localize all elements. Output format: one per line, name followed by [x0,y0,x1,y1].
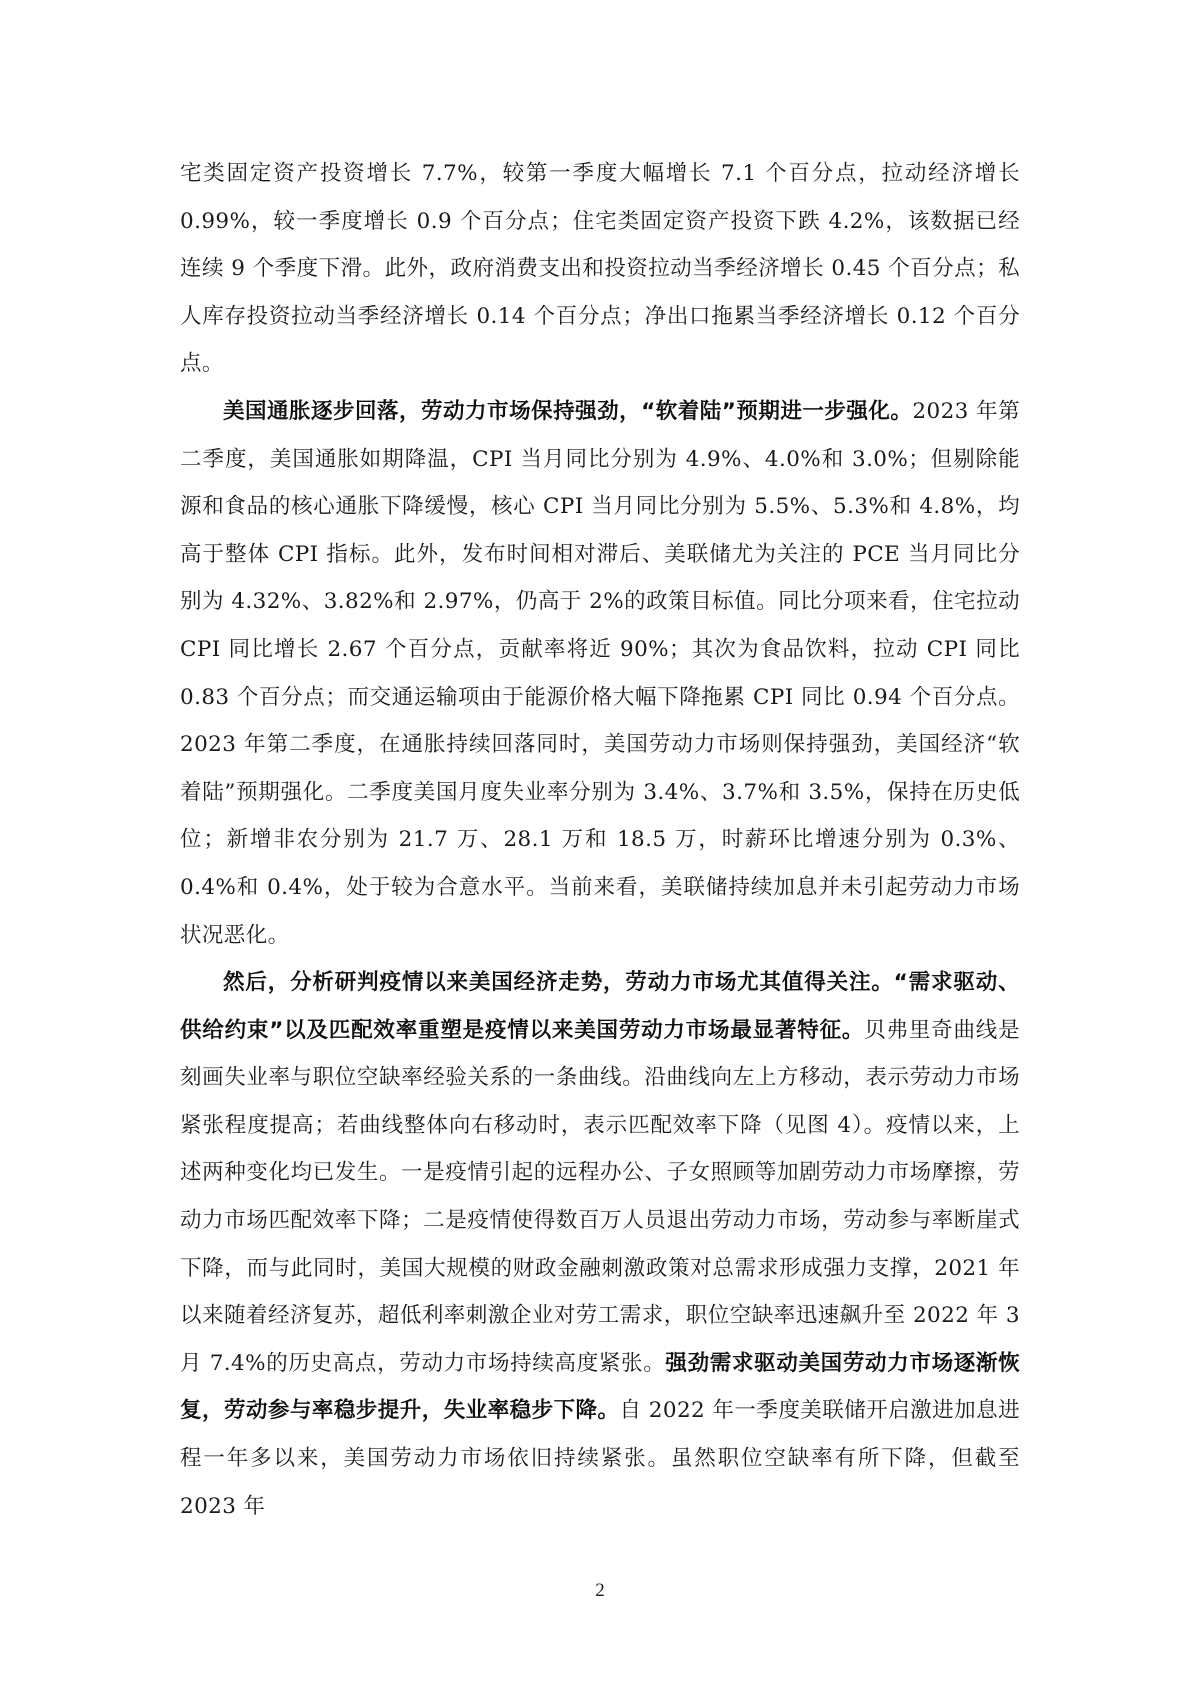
paragraph-beveridge-curve [180,959,1020,1530]
paragraph-inline-bold: 强劲需求驱动美国劳动力市场逐渐恢复，劳动参与率稳步提升，失业率稳步下降。 [180,1350,1021,1424]
paragraph-lead-bold: 美国通胀逐步回落，劳动力市场保持强劲，“软着陆”预期进一步强化。 [223,398,913,424]
paragraph-gdp-investment [180,150,1020,388]
page-number: 2 [595,1580,605,1601]
paragraph-inflation-labor [180,388,1020,959]
paragraph-text: 宅类固定资产投资增长 7.7%，较第一季度大幅增长 7.1 个百分点，拉动经济增长 0.99%，较一季度增长 0.9 个百分点；住宅类固定资产投资下跌 4.2%，该数据已经连续 9 个季度下滑。此外，政府消费支出和投资拉动当季经济增长 0.45 个百分点；私人库存投资拉动当季经济增长 0.14 个百分点；净出口拖累当季经济增长 0.12 个百分点。 [180,161,1020,377]
paragraph-text: 贝弗里奇曲线是刻画失业率与职位空缺率经验关系的一条曲线。沿曲线向左上方移动，表示劳动力市场紧张程度提高；若曲线整体向右移动时，表示匹配效率下降（见图 4）。疫情以来，上述两种变化均已发生。一是疫情引起的远程办公、子女照顾等加剧劳动力市场摩擦，劳动力市场匹配效率下降；二是疫情使得数百万人员退出劳动力市场，劳动参与率断崖式下降，而与此同时，美国大规模的财政金融刺激政策对总需求形成强力支撑，2021 年以来随着经济复苏，超低利率刺激企业对劳工需求，职位空缺率迅速飙升至 2022 年 3 月 7.4%的历史高点，劳动力市场持续高度紧张。 [180,1017,1020,1376]
paragraph-text: 2023 年第二季度，美国通胀如期降温，CPI 当月同比分别为 4.9%、4.0%和 3.0%；但剔除能源和食品的核心通胀下降缓慢，核心 CPI 当月同比分别为 5.5%、5.3%和 4.8%，均高于整体 CPI 指标。此外，发布时间相对滞后、美联储尤为关注的 PCE 当月同比分别为 4.32%、3.82%和 2.97%，仍高于 2%的政策目标值。同比分项来看，住宅拉动 CPI 同比增长 2.67 个百分点，贡献率将近 90%；其次为食品饮料，拉动 CPI 同比 0.83 个百分点；而交通运输项由于能源价格大幅下降拖累 CPI 同比 0.94 个百分点。2023 年第二季度，在通胀持续回落同时，美国劳动力市场则保持强劲，美国经济“软着陆”预期强化。二季度美国月度失业率分别为 3.4%、3.7%和 3.5%，保持在历史低位；新增非农分别为 21.7 万、28.1 万和 18.5 万，时薪环比增速分别为 0.3%、0.4%和 0.4%，处于较为合意水平。当前来看，美联储持续加息并未引起劳动力市场状况恶化。 [180,398,1020,948]
body-text [180,150,1020,1530]
paragraph-text: 自 2022 年一季度美联储开启激进加息进程一年多以来，美国劳动力市场依旧持续紧张。虽然职位空缺率有所下降，但截至 2023 年 [180,1398,1020,1519]
paragraph-lead-bold: 然后，分析研判疫情以来美国经济走势，劳动力市场尤其值得关注。“需求驱动、供给约束”以及匹配效率重塑是疫情以来美国劳动力市场最显著特征。 [180,970,1020,1043]
